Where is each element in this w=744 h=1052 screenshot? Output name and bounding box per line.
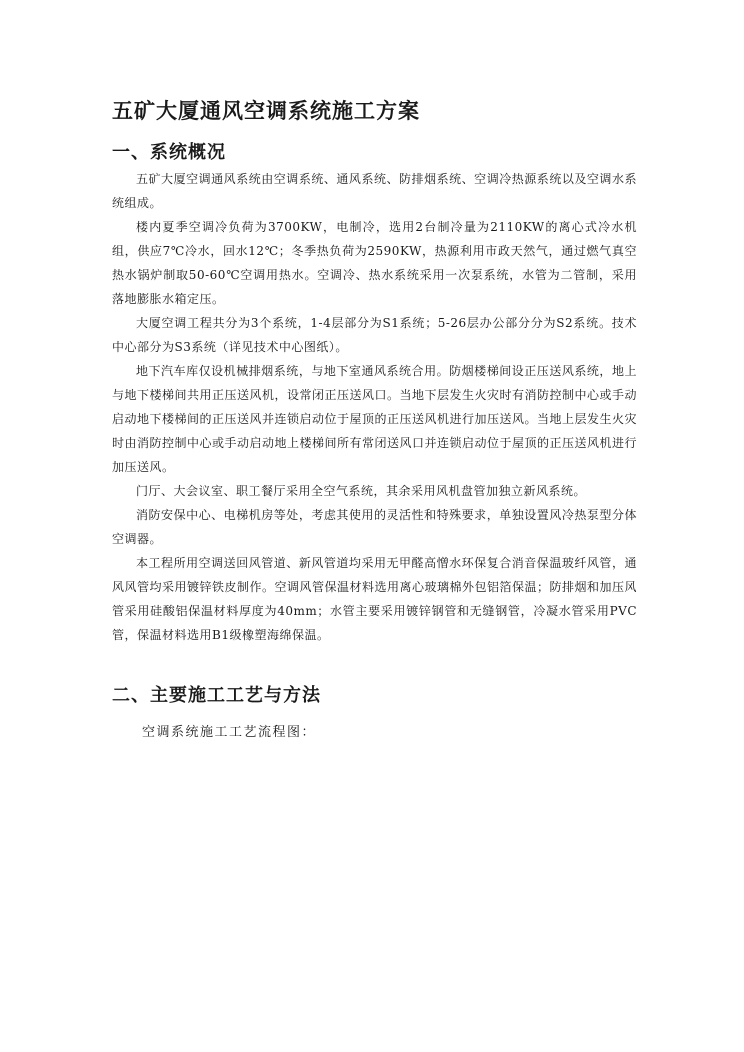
section-heading-system-overview: 一、系统概况 <box>112 142 226 163</box>
paragraph: 大厦空调工程共分为3个系统，1-4层部分为S1系统；5-26层办公部分分为S2系统。技术中心部分为S3系统（详见技术中心图纸）。 <box>112 316 637 354</box>
paragraph: 门厅、大会议室、职工餐厅采用全空气系统，其余采用风机盘管加独立新风系统。 <box>136 484 587 498</box>
section-heading-construction-methods: 二、主要施工工艺与方法 <box>112 685 321 706</box>
section-body-system-overview <box>112 167 637 647</box>
flow-chart-caption: 空调系统施工工艺流程图： <box>142 725 317 740</box>
paragraph: 楼内夏季空调冷负荷为3700KW，电制冷，选用2台制冷量为2110KW的离心式冷水机组，供应7℃冷水，回水12℃；冬季热负荷为2590KW，热源利用市政天然气，通过燃气真空热水锅炉制取50-60℃空调用热水。空调冷、热水系统采用一次泵系统，水管为二管制，采用落地膨胀水箱定压。 <box>112 220 637 306</box>
document-title: 五矿大厦通风空调系统施工方案 <box>112 98 420 123</box>
paragraph: 本工程所用空调送回风管道、新风管道均采用无甲醛高憎水环保复合消音保温玻纤风管，通风风管均采用镀锌铁皮制作。空调风管保温材料选用离心玻璃棉外包铝箔保温；防排烟和加压风管采用硅酸铝保温材料厚度为40mm；水管主要采用镀锌钢管和无缝钢管，冷凝水管采用PVC管，保温材料选用B1级橡塑海绵保温。 <box>112 556 638 642</box>
paragraph: 地下汽车库仅设机械排烟系统，与地下室通风系统合用。防烟楼梯间设正压送风系统，地上与地下楼梯间共用正压送风机，设常闭正压送风口。当地下层发生火灾时有消防控制中心或手动启动地下楼梯间的正压送风并连锁启动位于屋顶的正压送风机进行加压送风。当地上层发生火灾时由消防控制中心或手动启动地上楼梯间所有常闭送风口并连锁启动位于屋顶的正压送风机进行加压送风。 <box>112 364 638 474</box>
paragraph: 消防安保中心、电梯机房等处，考虑其使用的灵活性和特殊要求，单独设置风冷热泵型分体空调器。 <box>112 508 637 546</box>
paragraph: 五矿大厦空调通风系统由空调系统、通风系统、防排烟系统、空调冷热源系统以及空调水系统组成。 <box>112 172 637 210</box>
